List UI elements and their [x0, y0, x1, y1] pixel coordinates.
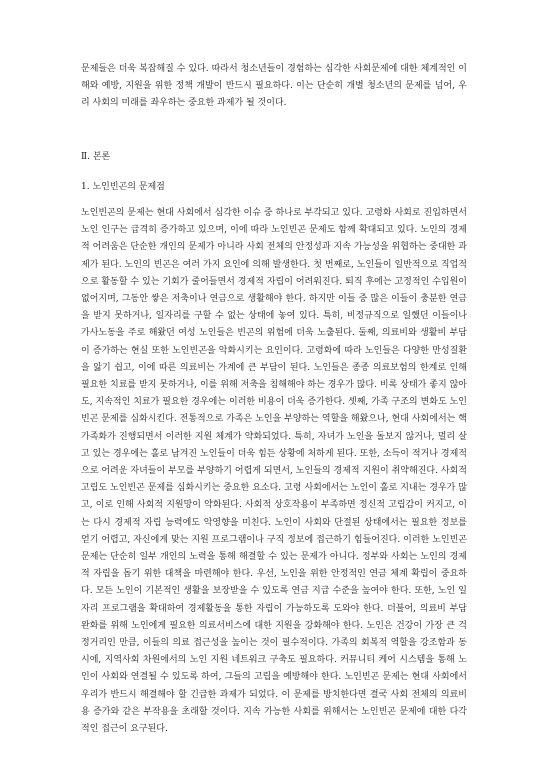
subsection-heading: 1. 노인빈곤의 문제점	[81, 182, 165, 192]
body-paragraph: 노인빈곤의 문제는 현대 사회에서 심각한 이슈 중 하나로 부각되고 있다. 고령화 사회로 진입하면서 노인 인구는 급격히 증가하고 있으며, 이에 따라 노인빈곤 문제도 함께 확대되고 있다. 노인의 경제적 어려움은 단순한 개인의 문제가 아니라 사회 전체의 안정성과 지속 가능성을 위협하는 중대한 과제가 된다. 노인의 빈곤은 여러 가지 요인에 의해 발생한다. 첫 번째로, 노인들이 일반적으로 직업적으로 활동할 수 있는 기회가 줄어들면서 경제적 자립이 어려워진다. 퇴직 후에는 고정적인 수입원이 없어지며, 그동안 쌓은 저축이나 연금으로 생활해야 한다. 하지만 이들 중 많은 이들이 충분한 연금을 받지 못하거나, 일자리를 구할 수 없는 상태에 놓여 있다. 특히, 비정규직으로 일했던 이들이나 가사노동을 주로 해왔던 여성 노인들은 빈곤의 위험에 더욱 노출된다. 둘째, 의료비와 생활비 부담이 증가하는 현실 또한 노인빈곤을 악화시키는 요인이다. 고령화에 따라 노인들은 다양한 만성질환을 앓기 쉽고, 이에 따른 의료비는 가계에 큰 부담이 된다. 노인들은 종종 의료보험의 한계로 인해 필요한 치료를 받지 못하거나, 이를 위해 저축을 침해해야 하는 경우가 많다. 비록 상태가 좋지 않아도, 지속적인 치료가 필요한 경우에는 이러한 비용이 더욱 증가한다. 셋째, 가족 구조의 변화도 노인빈곤 문제를 심화시킨다. 전통적으로 가족은 노인을 부양하는 역할을 해왔으나, 현대 사회에서는 핵가족화가 진행되면서 이러한 지원 체계가 약화되었다. 특히, 자녀가 노인을 돌보지 않거나, 멀리 살고 있는 경우에는 홀로 남겨진 노인들이 더욱 힘든 상황에 처하게 된다. 또한, 소득이 적거나 경제적으로 어려운 자녀들이 부모를 부양하기 어렵게 되면서, 노인들의 경제적 지원이 취약해진다. 사회적 고립도 노인빈곤 문제를 심화시키는 중요한 요소다. 고령 사회에서는 노인이 홀로 지내는 경우가 많고, 이로 인해 사회적 지원망이 약화된다. 사회적 상호작용이 부족하면 정신적 고립감이 커지고, 이는 다시 경제적 자립 능력에도 악영향을 미친다. 노인이 사회와 단절된 상태에서는 필요한 정보를 얻기 어렵고, 자신에게 맞는 지원 프로그램이나 구직 정보에 접근하기 힘들어진다. 이러한 노인빈곤 문제는 단순히 일부 개인의 노력을 통해 해결할 수 있는 문제가 아니다. 정부와 사회는 노인의 경제적 자립을 돕기 위한 대책을 마련해야 한다. 우선, 노인을 위한 안정적인 연금 체계 확립이 중요하다. 모든 노인이 기본적인 생활을 보장받을 수 있도록 연금 지급 수준을 높여야 한다. 또한, 노인 일자리 프로그램을 확대하여 경제활동을 통한 자립이 가능하도록 도와야 한다. 더불어, 의료비 부담 완화를 위해 노인에게 필요한 의료서비스에 대한 지원을 강화해야 한다. 노인은 건강이 가장 큰 걱정거리인 만큼, 이들의 의료 접근성을 높이는 것이 필수적이다. 가족의 회복적 역할을 강조함과 동시에, 지역사회 차원에서의 노인 지원 네트워크 구축도 필요하다. 커뮤니티 케어 시스템을 통해 노인이 사회와 연결될 수 있도록 하여, 그들의 고립을 예방해야 한다. 노인빈곤 문제는 현대 사회에서 우리가 반드시 해결해야 할 긴급한 과제가 되었다. 이 문제를 방치한다면 결국 사회 전체의 의료비용 증가와 같은 부작용을 초래할 것이다. 지속 가능한 사회를 위해서는 노인빈곤 문제에 대한 다각적인 접근이 요구된다.	[81, 208, 467, 735]
intro-paragraph: 문제들은 더욱 복잡해질 수 있다. 따라서 청소년들이 경험하는 심각한 사회문제에 대한 체계적인 이해와 예방, 지원을 위한 정책 개발이 반드시 필요하다. 이는 단순히 개별 청소년의 문제를 넘어, 우리 사회의 미래를 좌우하는 중요한 과제가 될 것이다.	[81, 64, 467, 109]
section-heading: Ⅱ. 본론	[81, 152, 111, 162]
